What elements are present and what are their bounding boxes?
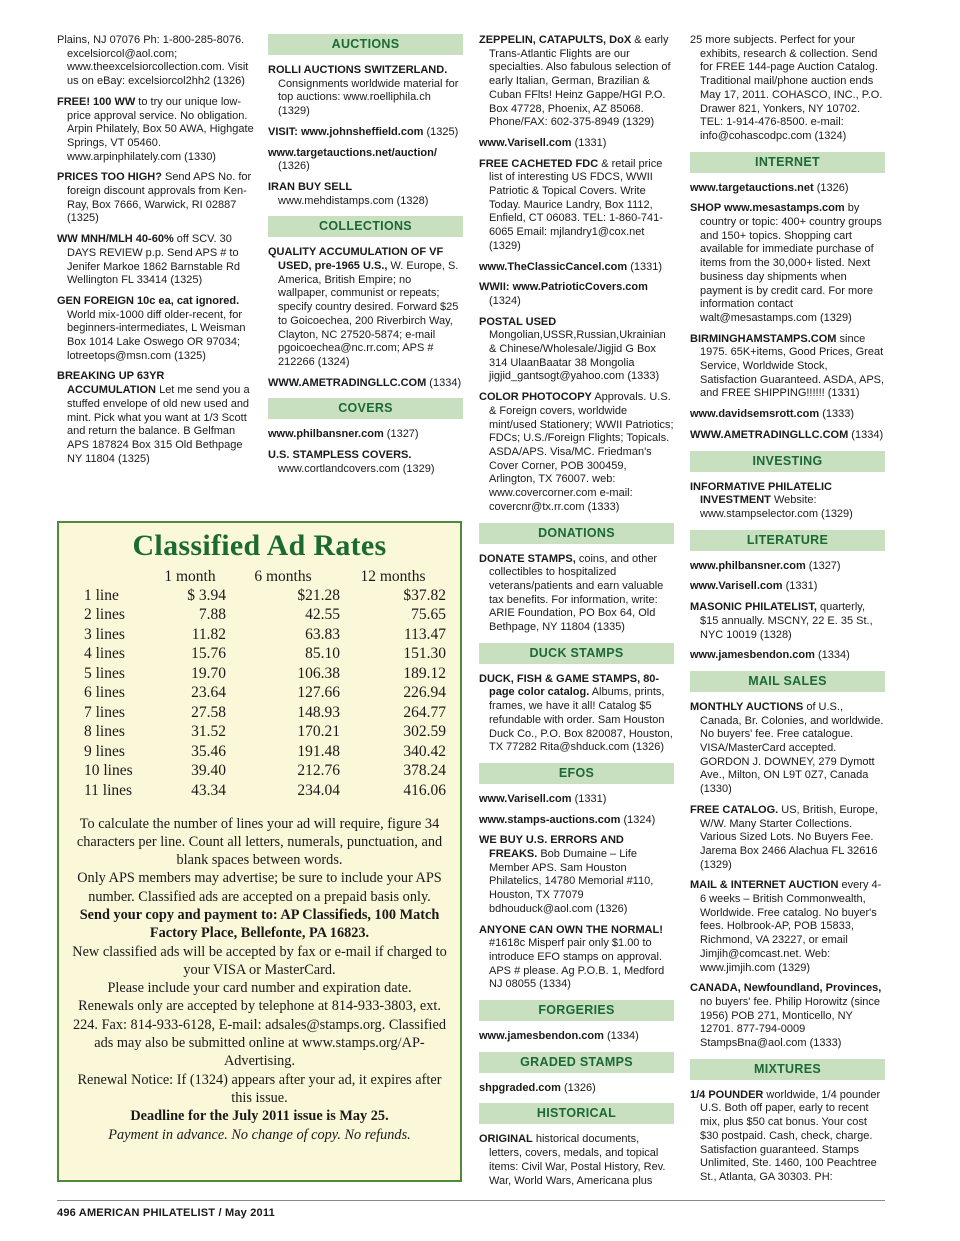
ad-body-text: (1333) (819, 408, 855, 421)
ad-body-text: Send APS No. for foreign discount approvals from Ken-Ray, Box 7666, Warwick, RI 02887 (1325) (67, 171, 252, 225)
ad-lead-text: MASONIC PHILATELIST, (690, 601, 817, 614)
rate-12-months: 151.30 (403, 645, 446, 663)
rate-lines-label: 5 lines (84, 664, 125, 682)
rate-6-months: 106.38 (297, 664, 340, 682)
ad-body-text: (1334) (848, 428, 884, 441)
classified-ad (690, 481, 885, 522)
ad-lead-text: BREAKING UP 63YR ACCUMULATION (57, 370, 165, 397)
ad-lead-text: FREE CACHETED FDC (479, 157, 599, 170)
classified-ad (690, 804, 885, 873)
section-heading: INVESTING (690, 451, 885, 472)
classified-ad (479, 281, 674, 308)
ad-lead-text: WWII: www.PatrioticCovers.com (479, 281, 648, 294)
rate-6-months: 148.93 (297, 703, 340, 721)
rates-header-1-month: 1 month (164, 567, 216, 585)
ad-body-text: www.mehdistamps.com (1328) (278, 194, 429, 207)
section-heading: GRADED STAMPS (479, 1052, 674, 1073)
ad-lead-text: FREE CATALOG. (690, 803, 779, 816)
ad-body-text: of U.S., Canada, Br. Colonies, and worldwide. No buyers' fee. Free catalogue. VISA/MasterCard accepted. GORDON J. DOWNEY, 279 Dymott Ave., Milton, ON L9T 0Z7, Canada (1330) (700, 700, 884, 796)
rate-lines-label: 3 lines (84, 625, 125, 643)
ad-body-text: no buyers' fee. Philip Horowitz (since 1956) POB 271, Monticello, NY 12701. 877-794-0009 StampsBna@aol.com (1333) (700, 995, 881, 1050)
rate-12-months: 189.12 (403, 664, 446, 682)
rates-title: Classified Ad Rates (132, 529, 387, 562)
ad-lead-text: WWW.AMETRADINGLLC.COM (690, 428, 849, 441)
section-heading: DUCK STAMPS (479, 643, 674, 664)
classified-ad (479, 673, 674, 755)
rate-1-month: 39.40 (191, 762, 226, 780)
classified-ad (57, 233, 254, 288)
ad-body-text: (1324) (489, 294, 521, 307)
ad-body-text: every 4-6 weeks – British Commonwealth, Worldwide. Free catalog. No buyer's fees. Holbrook-AP, POB 15833, Richmond, VA 23227, or email Jimjih@comcast.net. Web: www.jimjih.com (1329) (700, 879, 882, 974)
classified-ad (479, 553, 674, 635)
rate-1-month: 7.88 (198, 606, 226, 624)
classified-ad (57, 295, 254, 364)
rate-12-months: 264.77 (403, 703, 446, 721)
ad-lead-text: ZEPPELIN, CATAPULTS, DoX (479, 34, 632, 46)
ad-body-text: by country or topic: 400+ country groups and 150+ topics. Shopping cart available for immediate purchase of items from the 30,000+ listed. Next business day shipments when payment is by credit card. For more information contact walt@mesastamps.com (1329) (700, 202, 882, 324)
rate-1-month: 35.46 (191, 742, 226, 760)
rates-header-row (84, 567, 446, 586)
ad-body-text: World mix-1000 diff older-recent, for beginners-intermediates, L Weisman Box 1014 Lake Oswego OR 97034; lotreetops@msn.com (1325) (67, 308, 246, 362)
rate-12-months: 416.06 (403, 781, 446, 799)
rates-header-blank (84, 567, 154, 586)
classified-ad (690, 333, 885, 402)
rates-header-6-months: 6 months (254, 567, 312, 585)
rates-note: Send your copy and payment to: AP Classifieds, 100 Match Factory Place, Bellefonte, PA 16823. (79, 906, 440, 942)
section-heading: EFOS (479, 763, 674, 784)
ad-body-text: & retail price list of interesting US FDCS, WWII Patriotic & Topical Covers. Write Today. Maurice Landry, Box 1112, Enfield, CT 06083. TEL: 1-860-741-6065 Email: mjlandry1@cox.net (1329) (489, 157, 663, 252)
rate-6-months: 63.83 (305, 625, 340, 643)
rate-12-months: 113.47 (403, 625, 446, 643)
ad-lead-text: www.targetauctions.net (690, 181, 814, 194)
ad-lead-text: FREE! 100 WW (57, 95, 136, 108)
section-heading: DONATIONS (479, 523, 674, 544)
ad-lead-text: VISIT: www.johnsheffield.com (268, 125, 424, 138)
ad-body-text: & early Trans-Atlantic Flights are our specialties. Also fabulous selection of early Italian, German, Brazilian & Cuban FFlts! Heinz Gappe/HGI P.O. Box 47728, Phoenix, AZ 85068. Phone/FAX: 602-375-8949 (1329) (489, 34, 671, 129)
classified-ad (57, 370, 254, 466)
ad-lead-text: U.S. STAMPLESS COVERS. (268, 449, 412, 462)
rate-lines-label: 8 lines (84, 723, 125, 741)
ad-lead-text: ROLLI AUCTIONS SWITZERLAND. (268, 64, 448, 76)
classified-ad (57, 171, 254, 226)
rate-lines-label: 10 lines (84, 762, 133, 780)
classified-ad (690, 601, 885, 642)
rate-row (84, 703, 446, 723)
classified-ad (690, 580, 885, 594)
ad-lead-text: DONATE STAMPS, (479, 552, 576, 565)
ad-lead-text: www.davidsemsrott.com (690, 408, 820, 421)
ad-body-text: US, British, Europe, W/W. Many Starter Collections. Various Sized Lots. No Buyers Fee. Jarema Box 2466 Alachua FL 32616 (1329) (700, 803, 878, 871)
rates-note: Only APS members may advertise; be sure to include your APS number. Classified ads are accepted on a prepaid basis only. (77, 870, 442, 905)
classified-ad (690, 202, 885, 325)
ad-body-text: www.cortlandcovers.com (1329) (278, 462, 435, 475)
rate-1-month: 43.34 (191, 781, 226, 799)
ad-body-text: (1334) (603, 1030, 639, 1043)
rate-lines-label: 4 lines (84, 645, 125, 663)
rate-row (84, 762, 446, 782)
ad-body-text: historical documents, letters, covers, medals, and topical items: Civil War, Postal History, Rev. War, World Wars, Americana plus (489, 1133, 666, 1187)
classified-ad (690, 560, 885, 574)
rate-12-months: 340.42 (403, 742, 446, 760)
page-footer: 496 AMERICAN PHILATELIST / May 2011 (57, 1207, 275, 1219)
section-heading: COVERS (268, 398, 463, 419)
ad-body-text: Consignments worldwide material for top auctions: www.roelliphila.ch (1329) (278, 77, 459, 118)
ad-body-text: Mongolian,USSR,Russian,Ukrainian & Chinese/Wholesale/Jigjid G Box 314 UlaanBaatar 38 Mongolia jigjid_gantsogt@yahoo.com (1333) (489, 329, 666, 383)
rate-row (84, 586, 446, 606)
rate-6-months: $21.28 (297, 586, 340, 604)
classified-ad (690, 1089, 885, 1185)
classified-ad (479, 1030, 674, 1044)
rates-table (84, 567, 446, 801)
ad-lead-text: SHOP www.mesastamps.com (690, 202, 845, 215)
classified-ad (690, 982, 885, 1051)
rates-note: Renewal Notice: If (1324) appears after your ad, it expires after this issue. (77, 1071, 442, 1106)
section-heading: MIXTURES (690, 1059, 885, 1080)
ad-lead-text: www.stamps-auctions.com (479, 813, 621, 826)
rate-1-month: $ 3.94 (187, 586, 226, 604)
ad-body-text: (1326) (813, 181, 849, 194)
rate-1-month: 27.58 (191, 703, 226, 721)
classified-ad (268, 449, 463, 476)
ad-body-text: coins, and other collectibles to hospitalized veterans/patients and earn valuable tax benefits. For information, write: ARIE Foundation, PO Box 64, Old Bethpage, NY 11804 (1335) (489, 552, 664, 634)
ad-body-text: (1334) (814, 649, 850, 662)
rate-row (84, 684, 446, 704)
ad-lead-text: WWW.AMETRADINGLLC.COM (268, 376, 427, 389)
ad-lead-text: QUALITY ACCUMULATION OF VF USED, pre-1965 U.S., (268, 246, 444, 273)
ad-lead-text: CANADA, Newfoundland, Provinces, (690, 982, 882, 995)
ad-body-text: off SCV. 30 DAYS REVIEW p.p. Send APS # to Jenifer Markoe 1862 Barnstable Rd Wellington FL 33414 (1325) (67, 233, 241, 287)
classified-ad (479, 1133, 674, 1188)
section-heading: COLLECTIONS (268, 216, 463, 237)
ad-body-text: worldwide, 1/4 pounder U.S. Both off paper, early to recent mix, plus $50 cat bonus. Your cost $30 postpaid. Cash, check, charge. Satisfaction guaranteed. Stamps Unlimited, Ste. 1460, 100 Peachtree St., Atlanta, GA 30303. PH: (700, 1088, 881, 1183)
ad-lead-text: shpgraded.com (479, 1081, 561, 1094)
ad-lead-text: ORIGINAL (479, 1133, 533, 1146)
rate-1-month: 15.76 (191, 645, 226, 663)
ad-lead-text: IRAN BUY SELL (268, 180, 353, 193)
ad-lead-text: www.jamesbendon.com (479, 1030, 604, 1043)
ad-body-text: Bob Dumaine – Life Member APS. Sam Houston Philatelics, 14780 Memorial #110, Houston, TX 77079 bdhouduck@aol.com (1326) (489, 848, 654, 915)
rates-instructions (69, 815, 450, 1144)
rate-6-months: 191.48 (297, 742, 340, 760)
ad-lead-text: 1/4 POUNDER (690, 1088, 764, 1101)
rate-lines-label: 6 lines (84, 684, 125, 702)
ad-body-text: (1325) (423, 125, 459, 138)
rate-6-months: 212.76 (297, 762, 340, 780)
classified-ad (479, 1082, 674, 1096)
rates-note: To calculate the number of lines your ad will require, figure 34 characters per line. Count all letters, numerals, punctuation, and blank spaces between words. (76, 815, 443, 869)
ad-lead-text: www.Varisell.com (690, 580, 783, 593)
classified-ad (479, 391, 674, 514)
classified-ad (268, 126, 463, 140)
rate-1-month: 23.64 (191, 684, 226, 702)
rate-12-months: 75.65 (411, 606, 446, 624)
ad-lead-text: www.targetauctions.net/auction/ (268, 146, 437, 159)
classified-ad (479, 34, 674, 130)
classified-ad (479, 924, 674, 993)
classified-ad (268, 64, 463, 119)
classified-column-1 (57, 34, 254, 473)
rate-lines-label: 9 lines (84, 742, 125, 760)
classified-ad (268, 181, 463, 208)
classified-ad (479, 834, 674, 916)
ad-lead-text: BIRMINGHAMSTAMPS.COM (690, 332, 837, 345)
section-heading: FORGERIES (479, 1000, 674, 1021)
ad-lead-text: www.Varisell.com (479, 792, 572, 805)
section-heading: LITERATURE (690, 530, 885, 551)
rate-row (84, 742, 446, 762)
classified-column-2 (268, 34, 463, 483)
ad-body-text: to try our unique low-price approval service. No obligation. Arpin Philately, Box 50 AWA, Highgate Springs, VT 05460. www.arpinphilately.com (1330) (67, 95, 254, 163)
rates-note: Renewals only are accepted by telephone at 814-933-3803, ext. 224. Fax: 814-933-6128, E-mail: adsales@stamps.org. Classified ads may also be submitted online at www.stamps.org/AP-Advertising. (72, 998, 447, 1070)
rates-header-12-months: 12 months (360, 567, 426, 585)
rates-note: Payment in advance. No change of copy. No refunds. (108, 1126, 411, 1143)
rate-row (84, 723, 446, 743)
ad-body-text: (1331) (782, 580, 818, 593)
rate-row (84, 625, 446, 645)
rate-lines-label: 7 lines (84, 703, 125, 721)
rate-6-months: 127.66 (297, 684, 340, 702)
classified-ad (690, 649, 885, 663)
classified-ad (479, 814, 674, 828)
classified-column-4 (690, 34, 885, 1192)
ad-lead-text: DUCK, FISH & GAME STAMPS, 80-page color catalog. (479, 672, 660, 699)
classified-ad (690, 429, 885, 443)
ad-lead-text: ANYONE CAN OWN THE NORMAL! (479, 923, 663, 936)
rate-12-months: 226.94 (403, 684, 446, 702)
classified-ad (57, 96, 254, 165)
classified-ad (268, 428, 463, 442)
classified-ad (479, 316, 674, 385)
ad-body-text: (1331) (627, 260, 663, 273)
ad-body-text: Albums, prints, frames, we have it all! Catalog $5 refundable with order. Sam Houston Duck Co., P.O. Box 820087, Houston, TX 77282 Rita@shduck.com (1326) (489, 686, 673, 754)
ad-lead-text: www.jamesbendon.com (690, 649, 815, 662)
ad-body-text: (1324) (620, 813, 656, 826)
rates-note: Please include your card number and expiration date. (107, 980, 412, 997)
ad-lead-text: PRICES TOO HIGH? (57, 171, 162, 184)
rates-note: New classified ads will be accepted by fax or e-mail if charged to your VISA or MasterCard. (72, 943, 447, 978)
ad-body-text: (1331) (571, 136, 607, 149)
classified-ad (268, 147, 463, 174)
classified-ad (690, 408, 885, 422)
classified-ad (690, 182, 885, 196)
ad-body-text: Plains, NJ 07076 Ph: 1-800-285-8076. excelsiorcol@aol.com; www.theexcelsiorcollection.com. Visit us on eBay: excelsiorcol2hh2 (1326) (57, 34, 249, 88)
ad-lead-text: COLOR PHOTOCOPY (479, 391, 592, 404)
rates-note: Deadline for the July 2011 issue is May 25. (130, 1108, 389, 1125)
classified-column-3 (479, 34, 674, 1195)
section-heading: MAIL SALES (690, 671, 885, 692)
ad-body-text: (1327) (805, 559, 841, 572)
ad-body-text: Approvals. U.S. & Foreign covers, worldwide mint/used Stationery; WWII Patriotics; FDCs; U.S./Foreign Flights; Topicals. ASDA/APS. Visa/MC. Friedman's Cover Corner, POB 300459, Arlington, TX 76007. web: www.covercorner.com e-mail: covercnr@tx.rr.com (1333) (489, 391, 674, 513)
classified-ad (479, 261, 674, 275)
ad-lead-text: www.philbansner.com (268, 428, 384, 441)
rate-row (84, 664, 446, 684)
rate-row (84, 606, 446, 626)
ad-lead-text: www.philbansner.com (690, 559, 806, 572)
ad-lead-text: MONTHLY AUCTIONS (690, 700, 804, 713)
section-heading: HISTORICAL (479, 1103, 674, 1124)
classified-ad (690, 34, 885, 144)
ad-body-text: since 1975. 65K+items, Good Prices, Great Service, Worldwide Stock, Satisfaction Guaranteed. ASDA, APS, and FREE SHIPPING!!!!!! (1331) (700, 332, 885, 400)
classified-ad (479, 793, 674, 807)
ad-lead-text: www.Varisell.com (479, 136, 572, 149)
ad-body-text: 25 more subjects. Perfect for your exhibits, research & collection. Send for FREE 144-page Auction Catalog. Traditional mail/phone auction ends May 17, 2011. COHASCO, INC., P.O. Drawer 821, Yonkers, NY 10702. TEL: 1-914-476-8500. e-mail: info@cohascodpc.com (1324) (690, 34, 883, 142)
rate-12-months: $37.82 (403, 586, 446, 604)
ad-lead-text: MAIL & INTERNET AUCTION (690, 879, 839, 892)
classified-ad (57, 34, 254, 89)
classified-ad (690, 701, 885, 797)
rate-1-month: 11.82 (191, 625, 226, 643)
rate-6-months: 170.21 (297, 723, 340, 741)
rate-lines-label: 11 lines (84, 781, 133, 799)
rate-6-months: 42.55 (305, 606, 340, 624)
ad-body-text: (1331) (571, 792, 607, 805)
footer-divider (57, 1200, 885, 1201)
ad-lead-text: www.TheClassicCancel.com (479, 260, 628, 273)
section-heading: INTERNET (690, 152, 885, 173)
ad-body-text: (1327) (383, 428, 419, 441)
section-heading: AUCTIONS (268, 34, 463, 55)
rate-6-months: 234.04 (297, 781, 340, 799)
rate-lines-label: 2 lines (84, 606, 125, 624)
rate-lines-label: 1 line (84, 586, 119, 604)
classified-ad (479, 137, 674, 151)
ad-body-text: (1326) (278, 160, 310, 173)
ad-body-text: #1618c Misperf pair only $1.00 to introduce EFO stamps on approval. APS # please. Ag P.O.B. 1, Medford NJ 08055 (1334) (489, 937, 665, 991)
ad-body-text: (1326) (560, 1081, 596, 1094)
rate-1-month: 19.70 (191, 664, 226, 682)
classified-ad-rates-box (57, 521, 462, 1182)
ad-lead-text: INFORMATIVE PHILATELIC INVESTMENT (690, 480, 832, 507)
ad-body-text: Let me send you a stuffed envelope of old new used and mint. Pick what you want at 1/3 Scott and return the balance. B Gelfman APS 187824 Box 315 Old Bethpage NY 11804 (1325) (67, 384, 250, 465)
ad-body-text: Website: www.stampselector.com (1329) (700, 494, 853, 520)
rate-row (84, 645, 446, 665)
classified-ad (690, 879, 885, 975)
ad-lead-text: GEN FOREIGN 10c ea, cat ignored. (57, 294, 240, 307)
ad-lead-text: POSTAL USED (479, 315, 557, 328)
rate-6-months: 85.10 (305, 645, 340, 663)
ad-body-text: W. Europe, S. America, British Empire; no wallpaper, communist or repeats; specify country desired. Forward $25 to Goicoechea, 200 Riverbirch Way, Clayton, NC 27520-5874; e-mail pgoicoechea@nc.rr.com; APS # 212266 (1324) (278, 260, 459, 368)
classified-ad (268, 246, 463, 369)
ad-lead-text: WE BUY U.S. ERRORS AND FREAKS. (479, 834, 624, 861)
classified-ad (479, 158, 674, 254)
ad-body-text: quarterly, $15 annually. MSCNY, 22 E. 35 St., NYC 10019 (1328) (700, 601, 873, 641)
classified-ad (268, 377, 463, 391)
ad-lead-text: WW MNH/MLH 40-60% (57, 233, 174, 246)
ad-body-text: (1334) (426, 376, 462, 389)
rate-1-month: 31.52 (191, 723, 226, 741)
rate-12-months: 378.24 (403, 762, 446, 780)
rate-12-months: 302.59 (403, 723, 446, 741)
rate-row (84, 781, 446, 801)
